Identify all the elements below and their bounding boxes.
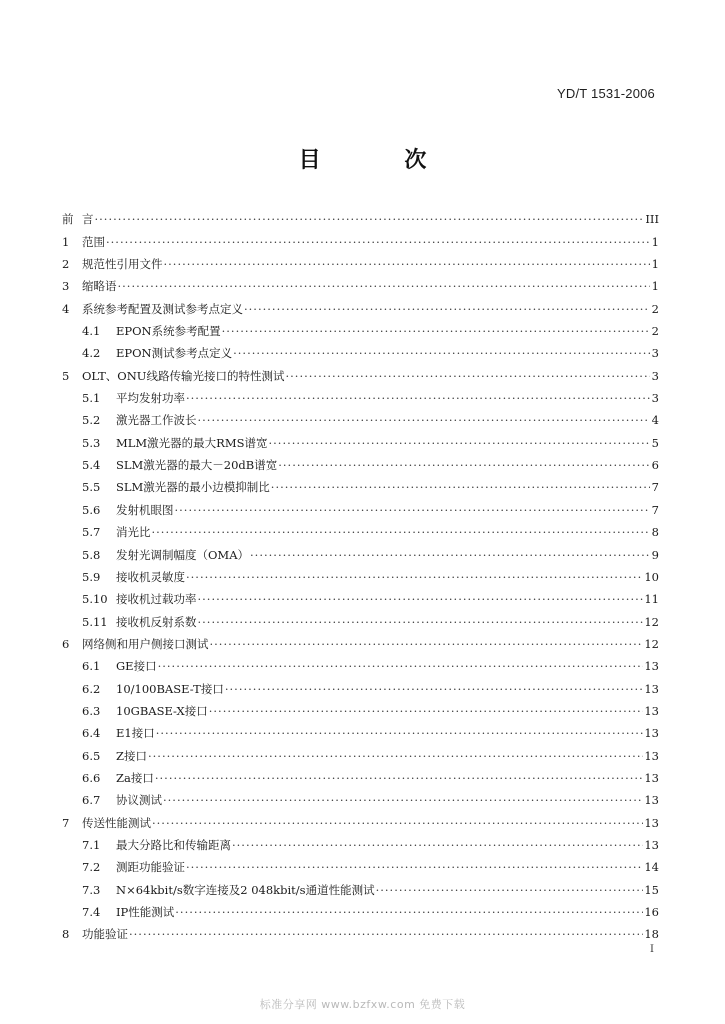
table-of-contents bbox=[62, 204, 659, 941]
toc-entry-number: 4.2 bbox=[82, 346, 101, 361]
toc-entry-title: 言 bbox=[82, 212, 94, 227]
toc-entry-number: 5.7 bbox=[82, 525, 101, 540]
toc-dot-leader bbox=[175, 905, 643, 919]
toc-entry-number: 4.1 bbox=[82, 324, 101, 339]
toc-entry-number: 1 bbox=[62, 234, 70, 249]
toc-entry-number: 2 bbox=[62, 257, 70, 272]
toc-entry[interactable] bbox=[62, 696, 659, 718]
toc-dot-leader bbox=[186, 860, 643, 874]
toc-entry-number: 6.2 bbox=[82, 681, 101, 696]
toc-entry[interactable] bbox=[62, 249, 659, 271]
toc-entry[interactable] bbox=[62, 651, 659, 673]
toc-entry-page: 7 bbox=[651, 480, 659, 495]
toc-dot-leader bbox=[163, 793, 643, 807]
toc-entry[interactable] bbox=[62, 293, 659, 315]
toc-entry-number: 6.6 bbox=[82, 770, 101, 785]
toc-entry[interactable] bbox=[62, 897, 659, 919]
toc-entry[interactable] bbox=[62, 450, 659, 472]
toc-entry[interactable] bbox=[62, 606, 659, 628]
toc-entry-page: 13 bbox=[644, 793, 659, 808]
toc-entry-title: 消光比 bbox=[116, 525, 151, 540]
toc-entry[interactable] bbox=[62, 316, 659, 338]
toc-dot-leader bbox=[285, 369, 650, 383]
toc-entry-title: N×64kbit/s数字连接及2 048kbit/s通道性能测试 bbox=[116, 882, 375, 897]
toc-entry-title: 系统参考配置及测试参考点定义 bbox=[82, 301, 243, 316]
toc-entry-title: 接收机过载功率 bbox=[116, 592, 197, 607]
toc-dot-leader bbox=[271, 480, 650, 494]
toc-dot-leader bbox=[106, 235, 650, 249]
toc-entry[interactable] bbox=[62, 785, 659, 807]
toc-entry-number: 5.9 bbox=[82, 569, 101, 584]
toc-entry-page: 18 bbox=[644, 927, 659, 942]
toc-dot-leader bbox=[175, 503, 651, 517]
toc-entry-page: 12 bbox=[644, 614, 659, 629]
toc-entry-number: 3 bbox=[62, 279, 70, 294]
toc-entry-title: 发射光调制幅度（OMA） bbox=[116, 547, 250, 562]
toc-entry-title: 接收机反射系数 bbox=[116, 614, 197, 629]
toc-dot-leader bbox=[118, 279, 651, 293]
toc-dot-leader bbox=[269, 436, 651, 450]
toc-entry[interactable] bbox=[62, 874, 659, 896]
page-title: 目 次 bbox=[298, 148, 465, 173]
toc-dot-leader bbox=[233, 346, 650, 360]
toc-entry-number: 7.4 bbox=[82, 905, 101, 919]
toc-entry-page: 7 bbox=[651, 502, 659, 517]
toc-entry[interactable] bbox=[62, 718, 659, 740]
toc-entry-page: 5 bbox=[651, 435, 659, 450]
toc-entry-title: 最大分路比和传输距离 bbox=[116, 837, 231, 852]
toc-entry-title: E1接口 bbox=[116, 726, 155, 741]
toc-dot-leader bbox=[222, 324, 650, 338]
toc-entry[interactable] bbox=[62, 226, 659, 248]
toc-entry-title: GE接口 bbox=[116, 659, 157, 674]
toc-entry-number: 5.1 bbox=[82, 391, 101, 406]
toc-entry-page: 9 bbox=[651, 547, 659, 562]
toc-entry-page: 4 bbox=[651, 413, 659, 428]
toc-entry-page: 13 bbox=[644, 770, 659, 785]
toc-entry[interactable] bbox=[62, 830, 659, 852]
toc-entry-page: 11 bbox=[644, 592, 659, 607]
toc-dot-leader bbox=[152, 816, 643, 830]
toc-entry-page: 2 bbox=[651, 301, 659, 316]
toc-entry-page: 10 bbox=[644, 569, 659, 584]
toc-entry[interactable] bbox=[62, 763, 659, 785]
toc-entry-title: 接收机灵敏度 bbox=[116, 569, 185, 584]
toc-entry-page: 1 bbox=[651, 234, 659, 249]
toc-entry[interactable] bbox=[62, 673, 659, 695]
toc-entry-page: 8 bbox=[651, 525, 659, 540]
toc-entry-title: 网络侧和用户侧接口测试 bbox=[82, 636, 209, 651]
toc-dot-leader bbox=[244, 302, 650, 316]
watermark-text: 标准分享网 www.bzfxw.com 免费下载 bbox=[259, 998, 466, 1011]
toc-entry-number: 4 bbox=[62, 301, 70, 316]
document-code: YD/T 1531-2006 bbox=[557, 86, 655, 101]
toc-entry[interactable] bbox=[62, 629, 659, 651]
toc-entry-number: 5 bbox=[62, 368, 70, 383]
toc-entry-number: 5.3 bbox=[82, 435, 101, 450]
toc-entry[interactable] bbox=[62, 517, 659, 539]
toc-dot-leader bbox=[148, 749, 643, 763]
toc-entry[interactable] bbox=[62, 494, 659, 516]
toc-entry-title: 10/100BASE-T接口 bbox=[116, 681, 224, 696]
toc-entry-number: 7.1 bbox=[82, 837, 101, 852]
toc-dot-leader bbox=[210, 637, 644, 651]
toc-entry-page: 3 bbox=[651, 346, 659, 361]
toc-entry[interactable] bbox=[62, 740, 659, 762]
toc-entry-title: Za接口 bbox=[116, 770, 154, 785]
toc-entry[interactable] bbox=[62, 584, 659, 606]
toc-dot-leader bbox=[209, 704, 644, 718]
toc-entry-title: EPON系统参考配置 bbox=[116, 324, 221, 339]
toc-entry-title: OLT、ONU线路传输光接口的特性测试 bbox=[82, 368, 285, 383]
toc-dot-leader bbox=[376, 883, 644, 897]
toc-dot-leader bbox=[156, 726, 644, 740]
toc-dot-leader bbox=[198, 413, 651, 427]
toc-entry-title: 平均发射功率 bbox=[116, 391, 185, 406]
toc-dot-leader bbox=[250, 548, 650, 562]
toc-entry-title: 缩略语 bbox=[82, 279, 117, 294]
toc-entry[interactable] bbox=[62, 919, 659, 941]
toc-entry-page: 13 bbox=[644, 703, 659, 718]
toc-entry-title: 传送性能测试 bbox=[82, 815, 151, 830]
toc-entry-title: 范围 bbox=[82, 234, 105, 249]
toc-entry-title: MLM激光器的最大RMS谱宽 bbox=[116, 435, 268, 450]
toc-entry-number: 6.3 bbox=[82, 703, 101, 718]
toc-entry[interactable] bbox=[62, 472, 659, 494]
toc-entry-page: 15 bbox=[644, 882, 659, 897]
toc-entry-number: 5.5 bbox=[82, 480, 101, 495]
toc-entry-number: 7 bbox=[62, 815, 70, 830]
toc-entry-title: EPON测试参考点定义 bbox=[116, 346, 233, 361]
toc-dot-leader bbox=[155, 771, 644, 785]
toc-entry-page: 13 bbox=[644, 681, 659, 696]
toc-entry-number: 5.2 bbox=[82, 413, 101, 428]
toc-entry-number: 5.11 bbox=[82, 614, 108, 629]
toc-entry-number: 7.3 bbox=[82, 882, 101, 897]
toc-entry-title: 激光器工作波长 bbox=[116, 413, 197, 428]
toc-dot-leader bbox=[198, 615, 644, 629]
toc-entry-number: 6.7 bbox=[82, 793, 101, 808]
toc-entry[interactable] bbox=[62, 427, 659, 449]
toc-entry[interactable] bbox=[62, 204, 659, 226]
toc-entry-number: 6.5 bbox=[82, 748, 101, 763]
toc-entry-title: 测距功能验证 bbox=[116, 860, 185, 875]
toc-entry-number: 5.8 bbox=[82, 547, 101, 562]
toc-entry[interactable] bbox=[62, 852, 659, 874]
toc-entry-page: 13 bbox=[644, 815, 659, 830]
toc-entry-title: SLM激光器的最大－20dB谱宽 bbox=[116, 458, 278, 473]
toc-entry[interactable] bbox=[62, 807, 659, 829]
toc-entry-title: SLM激光器的最小边模抑制比 bbox=[116, 480, 270, 495]
toc-entry-page: 13 bbox=[644, 659, 659, 674]
toc-entry[interactable] bbox=[62, 271, 659, 293]
toc-entry-page: 1 bbox=[651, 279, 659, 294]
toc-entry-page: 13 bbox=[644, 837, 659, 852]
toc-entry-number: 前 bbox=[62, 212, 74, 227]
toc-dot-leader bbox=[95, 212, 645, 226]
toc-dot-leader bbox=[158, 659, 644, 673]
toc-entry-title: 10GBASE-X接口 bbox=[116, 703, 208, 718]
toc-entry-page: III bbox=[645, 212, 659, 227]
toc-entry[interactable] bbox=[62, 562, 659, 584]
toc-dot-leader bbox=[186, 391, 650, 405]
toc-entry-title: 功能验证 bbox=[82, 927, 128, 942]
toc-entry-page: 16 bbox=[644, 905, 659, 919]
toc-entry[interactable] bbox=[62, 383, 659, 405]
toc-entry[interactable] bbox=[62, 338, 659, 360]
toc-entry-title: Z接口 bbox=[116, 748, 147, 763]
toc-entry-number: 8 bbox=[62, 927, 70, 942]
toc-entry[interactable] bbox=[62, 360, 659, 382]
toc-entry-title: 规范性引用文件 bbox=[82, 257, 163, 272]
toc-dot-leader bbox=[152, 525, 651, 539]
toc-dot-leader bbox=[278, 458, 650, 472]
toc-dot-leader bbox=[164, 257, 651, 271]
toc-entry-number: 6.1 bbox=[82, 659, 101, 674]
toc-entry-page: 14 bbox=[644, 860, 659, 875]
toc-entry-page: 3 bbox=[651, 368, 659, 383]
toc-entry[interactable] bbox=[62, 539, 659, 561]
toc-entry-number: 5.6 bbox=[82, 502, 101, 517]
toc-dot-leader bbox=[129, 927, 643, 941]
toc-entry-number: 7.2 bbox=[82, 860, 101, 875]
toc-entry-title: 发射机眼图 bbox=[116, 502, 174, 517]
toc-entry-page: 13 bbox=[644, 748, 659, 763]
toc-entry-page: 13 bbox=[644, 726, 659, 741]
toc-entry-number: 6 bbox=[62, 636, 70, 651]
toc-entry-title: 协议测试 bbox=[116, 793, 162, 808]
toc-dot-leader bbox=[232, 838, 643, 852]
toc-entry[interactable] bbox=[62, 405, 659, 427]
toc-entry-title: IP性能测试 bbox=[116, 905, 175, 919]
toc-entry-page: 1 bbox=[651, 257, 659, 272]
toc-entry-number: 6.4 bbox=[82, 726, 101, 741]
toc-dot-leader bbox=[186, 570, 643, 584]
toc-entry-page: 2 bbox=[651, 324, 659, 339]
toc-dot-leader bbox=[225, 682, 644, 696]
toc-entry-page: 6 bbox=[651, 458, 659, 473]
toc-dot-leader bbox=[198, 592, 644, 606]
toc-entry-page: 12 bbox=[644, 636, 659, 651]
toc-entry-number: 5.4 bbox=[82, 458, 101, 473]
toc-entry-page: 3 bbox=[651, 391, 659, 406]
page-number: I bbox=[650, 944, 654, 955]
toc-entry-number: 5.10 bbox=[82, 592, 108, 607]
